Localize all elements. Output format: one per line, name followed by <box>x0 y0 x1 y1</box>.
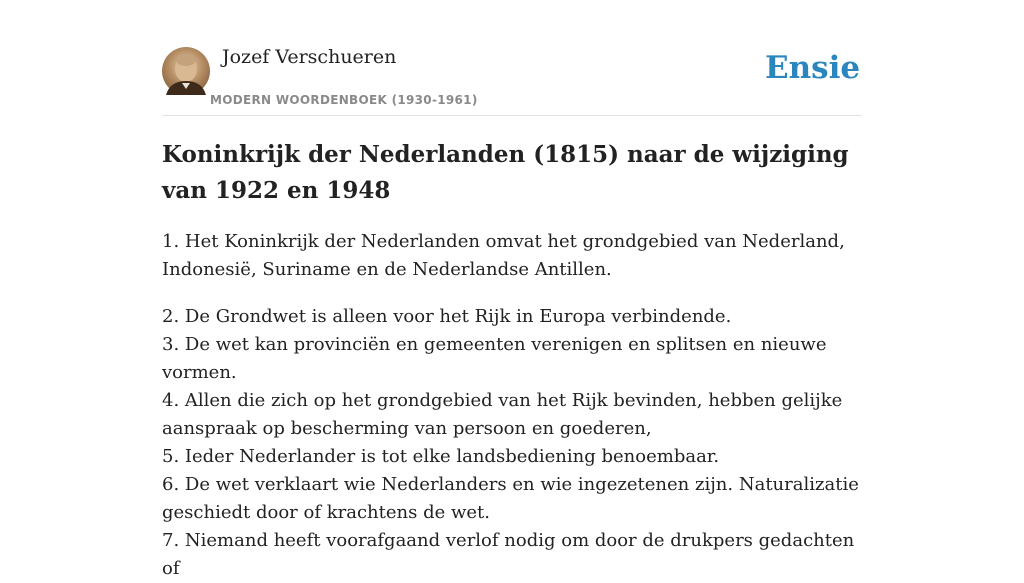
article-item: 5. Ieder Nederlander is tot elke landsbediening benoembaar. <box>162 446 720 467</box>
article-intro: 1. Het Koninkrijk der Nederlanden omvat het grondgebied van Nederland, Indonesië, Suriname en de Nederlandse Antillen. <box>162 231 845 280</box>
author-name[interactable]: Jozef Verschueren <box>222 46 397 68</box>
article-item: 6. De wet verklaart wie Nederlanders en wie ingezetenen zijn. Naturalizatie geschiedt door of krachtens de wet. <box>162 474 859 523</box>
brand-logo[interactable]: Ensie <box>765 50 861 86</box>
author-avatar[interactable] <box>162 47 210 95</box>
source-label[interactable]: MODERN WOORDENBOEK (1930-1961) <box>210 93 478 107</box>
article-item: 7. Niemand heeft voorafgaand verlof nodig om door de drukpers gedachten of <box>162 530 855 579</box>
portrait-image <box>162 47 210 95</box>
article-body <box>162 228 862 583</box>
article-list <box>162 303 862 583</box>
article-item: 2. De Grondwet is alleen voor het Rijk in Europa verbindende. <box>162 306 732 327</box>
article-item: 3. De wet kan provinciën en gemeenten verenigen en splitsen en nieuwe vormen. <box>162 334 827 383</box>
header-divider <box>162 115 862 116</box>
article-item: 4. Allen die zich op het grondgebied van het Rijk bevinden, hebben gelijke aanspraak op bescherming van persoon en goederen, <box>162 390 843 439</box>
article-title: Koninkrijk der Nederlanden (1815) naar de wijziging van 1922 en 1948 <box>162 141 849 204</box>
